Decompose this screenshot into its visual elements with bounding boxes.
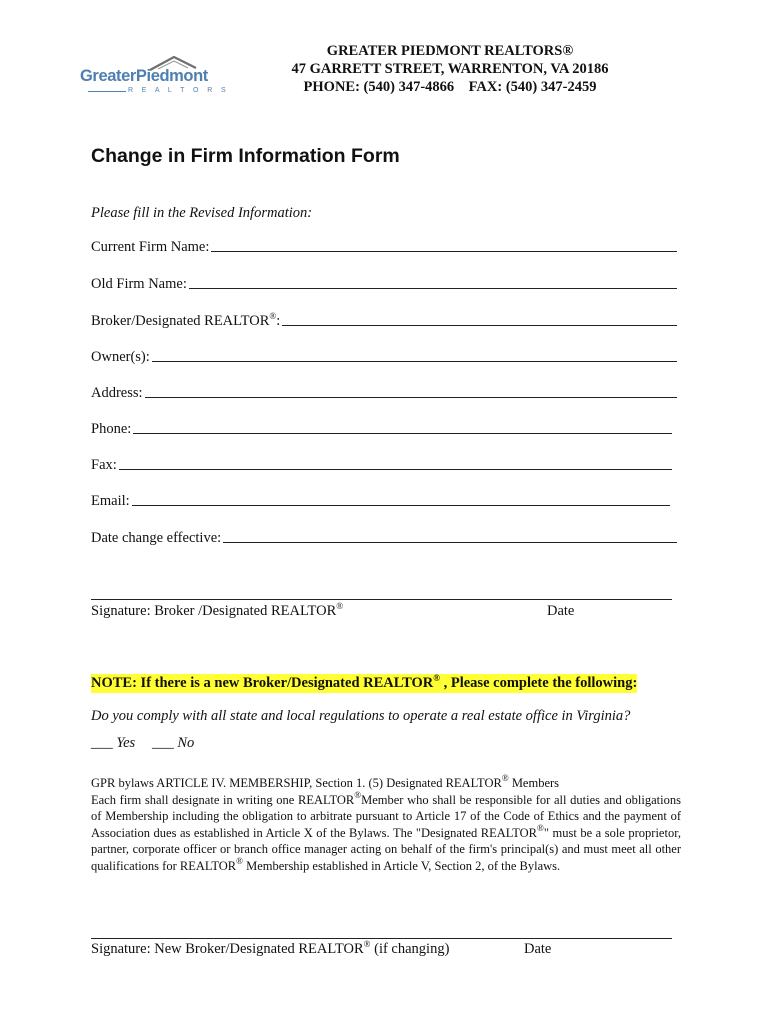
bylaws-text-2: Member who shall be responsible for all duties and obligations of Membership including the obligation to arbitrate pursuant to Article 17 of the Code of Ethics and the payment of Association dues as established in Article X of the Bylaws. The "Designated REALTOR [91, 793, 681, 840]
org-address: 47 GARRETT STREET, WARRENTON, VA 20186 [291, 61, 609, 77]
greater-piedmont-logo [80, 55, 230, 99]
address-field[interactable] [91, 382, 677, 402]
email-label: Email: [91, 493, 130, 509]
fax-label: Fax: [91, 457, 117, 473]
current-firm-name-field[interactable] [91, 236, 677, 256]
broker-signature-label-text: Signature: Broker /Designated REALTOR [91, 603, 337, 619]
form-title: Change in Firm Information Form [91, 145, 400, 167]
compliance-question: Do you comply with all state and local regulations to operate a real estate office in Virginia? [91, 708, 631, 724]
date-change-label: Date change effective: [91, 530, 222, 546]
new-broker-note [91, 674, 637, 693]
email-line[interactable] [132, 505, 670, 506]
bylaws-paragraph [91, 792, 681, 874]
registered-mark: ® [433, 673, 440, 683]
owners-line[interactable] [152, 361, 677, 362]
phone-label: Phone: [91, 421, 132, 437]
new-broker-signature-label [91, 941, 449, 958]
fax-field[interactable] [91, 454, 672, 474]
owners-label: Owner(s): [91, 349, 150, 365]
note-text: NOTE: If there is a new Broker/Designated REALTOR [91, 675, 434, 691]
org-fax: FAX: (540) 347-2459 [468, 79, 597, 95]
registered-mark: ® [269, 311, 277, 321]
bylaws-text-1: Each firm shall designate in writing one REALTOR [91, 793, 355, 807]
logo-wordmark: GreaterPiedmont [80, 67, 208, 85]
old-firm-name-field[interactable] [91, 273, 677, 293]
registered-mark: ® [336, 601, 344, 611]
letterhead [250, 42, 650, 96]
old-firm-name-line[interactable] [189, 288, 677, 289]
old-firm-name-label: Old Firm Name: [91, 276, 187, 292]
date-change-field[interactable] [91, 527, 677, 547]
new-broker-signature-line[interactable] [91, 938, 672, 939]
broker-signature-label [91, 603, 343, 620]
fax-line[interactable] [119, 469, 672, 470]
registered-mark: ® [236, 855, 243, 866]
logo-subtitle: R E A L T O R S [128, 87, 230, 94]
broker-line[interactable] [282, 325, 677, 326]
broker-label [91, 313, 282, 330]
email-field[interactable] [91, 490, 670, 510]
registered-mark: ® [363, 939, 371, 949]
org-contact [250, 78, 650, 96]
address-line[interactable] [145, 397, 677, 398]
bylaws-heading-text: GPR bylaws ARTICLE IV. MEMBERSHIP, Section 1. (5) Designated REALTOR [91, 776, 502, 790]
current-firm-name-line[interactable] [211, 251, 677, 252]
new-broker-signature-label-text: Signature: New Broker/Designated REALTOR [91, 941, 364, 957]
bylaws-text-4: Membership established in Article V, Section 2, of the Bylaws. [242, 858, 561, 873]
logo-rule [88, 91, 126, 92]
owners-field[interactable] [91, 346, 677, 366]
current-firm-name-label: Current Firm Name: [91, 239, 210, 255]
form-instruction: Please fill in the Revised Information: [91, 205, 313, 221]
phone-line[interactable] [133, 433, 672, 434]
date-change-line[interactable] [223, 542, 677, 543]
phone-field[interactable] [91, 418, 672, 438]
broker-label-text: Broker/Designated REALTOR [91, 313, 270, 329]
broker-label-colon: : [276, 313, 281, 329]
bylaws-heading [91, 773, 560, 791]
answer-yes[interactable]: ___ Yes [91, 735, 136, 751]
bylaws-heading-suffix: Members [508, 776, 560, 790]
registered-mark: ® [501, 773, 509, 783]
bylaws-text-3: " must be a sole proprietor, partner, corporate officer or branch office manager acting on behalf of the firm's principal(s) and must meet all other qualifications for REALTOR [91, 825, 681, 873]
broker-signature-line[interactable] [91, 599, 672, 600]
address-label: Address: [91, 385, 143, 401]
org-phone: PHONE: (540) 347-4866 [303, 79, 455, 95]
broker-field[interactable] [91, 310, 677, 330]
registered-mark: ® [354, 790, 362, 800]
new-broker-signature-suffix: (if changing) [370, 941, 450, 957]
note-suffix: , Please complete the following: [439, 675, 638, 691]
answer-no[interactable]: ___ No [152, 735, 195, 751]
registered-mark: ® [537, 822, 544, 833]
new-broker-signature-date-label: Date [524, 941, 552, 957]
org-name: GREATER PIEDMONT REALTORS® [326, 43, 574, 59]
broker-signature-date-label: Date [547, 603, 575, 619]
